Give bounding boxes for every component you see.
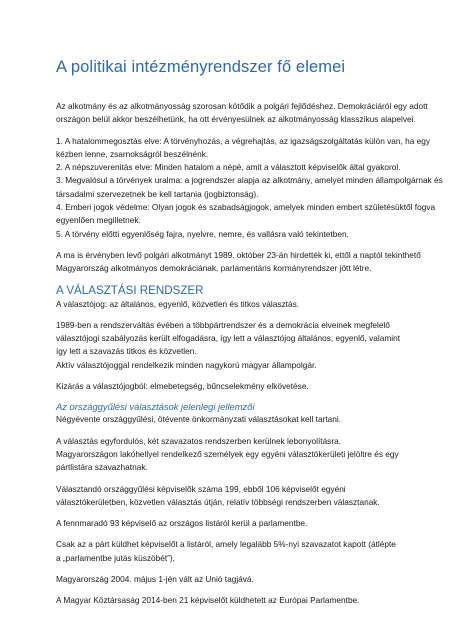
list-item: 2. A népszuverenitás elve: Minden hatalom a népé, amit a választott képviselők által gyakorol. bbox=[56, 162, 401, 173]
exclusion-paragraph: Kizárás a választójogból: elmebetegség, bűncselekmény elkövetése. bbox=[56, 381, 309, 392]
text-line: A választás egyfordulós, két szavazatos rendszerben kerülnek lebonyolításra. bbox=[56, 435, 342, 446]
principles-list bbox=[56, 135, 450, 241]
section-heading: A VÁLASZTÁSI RENDSZER bbox=[56, 283, 204, 297]
rounds-paragraph bbox=[56, 435, 450, 475]
list-item: 1. A hatalommegosztás elve: A törvényhozás, a végrehajtás, az igazságszolgáltatás külön van, ha egy kézben lenne, zsarnokságról beszélnénk. bbox=[56, 135, 431, 159]
text-line: 1989-ben a rendszerváltás évében a többpártrendszer és a demokrácia elveinek megfelelő bbox=[56, 319, 390, 330]
text-line: a „parlamentbe jutás küszöbét”), bbox=[56, 552, 175, 563]
subheading: Az országgyűlési választások jelenlegi jellemzői bbox=[56, 401, 255, 413]
text-line: választókerületben, közvetlen választás útján, relatív többségi rendszerben választanak. bbox=[56, 496, 380, 507]
ep-paragraph: A Magyar Köztársaság 2014-ben 21 képviselőt küldhetett az Európai Parlamentbe. bbox=[56, 595, 360, 606]
intro-paragraph: Az alkotmány és az alkotmányosság szorosan kötődik a polgári fejlődéshez. Demokráciáról egy adott országon belül akkor beszélhetünk, ha ott érvényesülnek az alkotmányosság klasszikus alapelvei. bbox=[56, 101, 428, 125]
seats-paragraph bbox=[56, 483, 450, 510]
list-item: 3. Megvalósul a törvények uralma: a jogrendszer alapja az alkotmány, amelyet minden állampolgárnak és társadalmi szervezetnek be kell tartania (jogbiztonság). bbox=[56, 175, 443, 199]
text-line: Magyarországon lakóhellyel rendelkező személyek egy egyéni választókerületi jelöltre és egy bbox=[56, 448, 399, 459]
eu-paragraph: Magyarország 2004. május 1-jén vált az Unió tagjává. bbox=[56, 574, 254, 585]
text-line: Csak az a párt küldhet képviselőt a listáról, amely legalább 5%-nyi szavazatot kapott (átlépte bbox=[56, 539, 396, 550]
suffrage-paragraph: A választójog: az általános, egyenlő, közvetlen és titkos választás. bbox=[56, 298, 300, 309]
remaining-paragraph: A fennmaradó 93 képviselő az országos listáról kerül a parlamentbe. bbox=[56, 518, 308, 529]
list-item: 5. A törvény előtti egyenlőség fajra, nyelvre, nemre, és vallásra való tekintetben. bbox=[56, 228, 349, 239]
page-title: A politikai intézményrendszer fő elemei bbox=[56, 58, 346, 76]
text-line: így lett a szavazás titkos és közvetlen. bbox=[56, 346, 197, 357]
term-paragraph: Négyévente országgyűlési, ötévente önkormányzati választásokat kell tartani. bbox=[56, 414, 342, 425]
text-line: választójogi szabályozás került elfogadásra, így lett a választójog általános, egyenlő, valamint bbox=[56, 333, 401, 344]
constitution-paragraph: A ma is érvényben levő polgári alkotmányt 1989. október 23-án hirdették ki, ettől a naptól tekinthető Magyarország alkotmányos demokráciának, parlamentáris kormányrendszer jött létre. bbox=[56, 249, 421, 274]
threshold-paragraph bbox=[56, 538, 450, 565]
text-line: Választandó országgyűlési képviselők száma 199, ebből 106 képviselőt egyéni bbox=[56, 483, 346, 494]
list-item: 4. Emberi jogok védelme: Olyan jogok és szabadságjogok, amelyek minden embert születésüktől fogva egyenlően megilletnek. bbox=[56, 202, 436, 226]
system-change-paragraph bbox=[56, 319, 450, 372]
text-line: pártlistára szavazhatnak. bbox=[56, 462, 148, 473]
text-line: Aktív választójoggal rendelkezik minden nagykorú magyar állampolgár. bbox=[56, 359, 317, 370]
